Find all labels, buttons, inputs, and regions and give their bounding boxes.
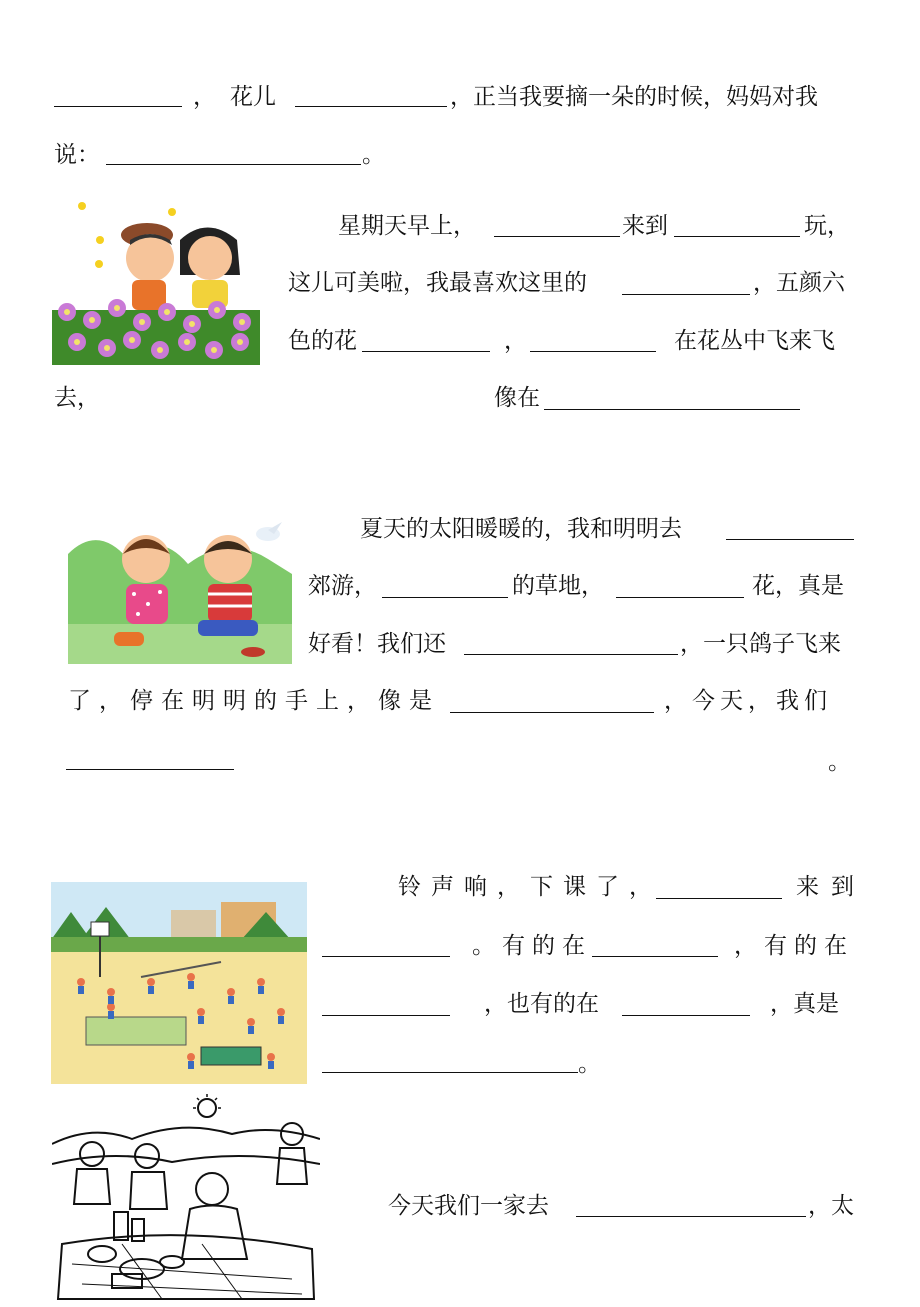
text: 花，真是 [752,573,844,599]
blank-line[interactable] [54,106,182,107]
blank-line[interactable] [544,409,800,410]
text: ，今天，我们 [664,688,832,714]
text: 了，停在明明的手上，像是 [68,688,440,714]
blank-line[interactable] [322,1015,450,1016]
text: 今天我们一家去 [388,1193,549,1219]
text: ，正当我要摘一朵的时候，妈妈对我 [450,84,818,110]
blank-line[interactable] [106,164,361,165]
blank-line[interactable] [362,351,490,352]
text: 说： [54,142,100,168]
blank-line[interactable] [382,597,508,598]
blank-line[interactable] [592,956,718,957]
blank-line[interactable] [576,1216,806,1217]
blank-line[interactable] [530,351,656,352]
family-picnic-picture [52,1094,320,1304]
text: 好看！我们还 [308,631,446,657]
blank-line[interactable] [726,539,854,540]
text: 星期天早上， [338,213,476,239]
text: 在花丛中飞来飞 [674,328,835,354]
blank-line[interactable] [616,597,744,598]
text: 玩， [804,213,850,239]
text: ，有的在 [734,933,854,959]
blank-line[interactable] [295,106,447,107]
children-flowers-picture [52,200,260,365]
children-dove-picture [68,514,292,664]
blank-line[interactable] [656,898,782,899]
text: 郊游， [308,573,377,599]
text: ，也有的在 [484,991,599,1017]
blank-line[interactable] [66,769,234,770]
text: 花儿 [230,84,276,110]
text: ，太 [808,1193,854,1219]
text: 来到 [622,213,668,239]
text: 色的花 [288,328,357,354]
blank-line[interactable] [622,294,750,295]
text: 去， [54,385,100,411]
schoolyard-picture [51,882,307,1084]
blank-line[interactable] [622,1015,750,1016]
text: ，五颜六 [753,270,845,296]
text: 。 [578,1051,601,1077]
blank-line[interactable] [494,236,620,237]
blank-line[interactable] [450,712,654,713]
text: 铃声响，下课了， [398,874,662,900]
blank-line[interactable] [674,236,800,237]
text: ， [504,328,527,354]
text: 夏天的太阳暖暖的，我和明明去 [360,516,682,542]
text: ，真是 [770,991,839,1017]
text: 来到 [796,874,866,900]
text: 像在 [494,385,540,411]
text: 。 [828,749,851,775]
blank-line[interactable] [322,1072,578,1073]
text: 。 [362,142,385,168]
text: ，一只鸽子飞来 [680,631,841,657]
text: 。有的在 [472,933,592,959]
text: ， [193,84,216,110]
text: 这儿可美啦，我最喜欢这里的 [288,270,587,296]
text: 的草地， [512,573,604,599]
blank-line[interactable] [322,956,450,957]
blank-line[interactable] [464,654,678,655]
